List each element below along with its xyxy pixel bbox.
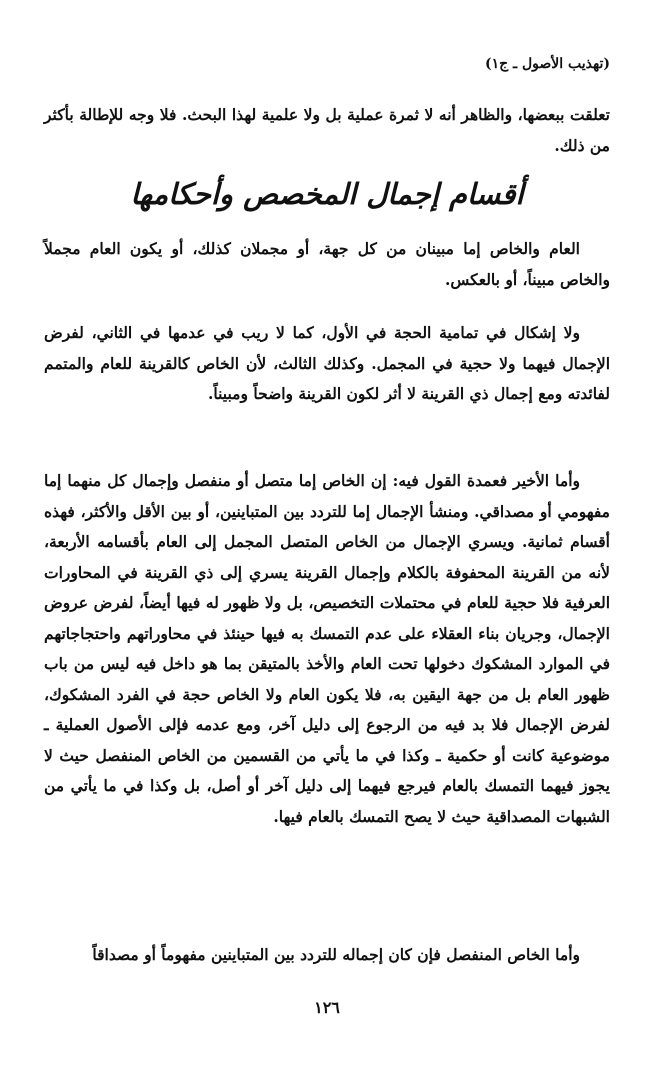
running-head: (تهذيب الأصول ـ ج١) (484, 56, 610, 72)
section-heading: أقسام إجمال المخصص وأحكامها (130, 177, 524, 211)
intro-paragraph: تعلقت ببعضها، والظاهر أنه لا ثمرة عملية بل ولا علمية لهذا البحث. فلا وجه للإطالة بأكثر من ذلك. (44, 105, 610, 155)
book-page (44, 0, 610, 1067)
paragraph-3: وأما الأخير فعمدة القول فيه: إن الخاص إما متصل أو منفصل وإجمال كل منهما إما مفهومي أو مصداقي. ومنشأ الإجمال إما للتردد بين المتباينين، أو بين الأقل والأكثر، فهذه أقسام ثمانية. ويسري الإجمال من الخاص المتصل المجمل إلى العام بأقسامه الأربعة، لأنه من القرينة المحفوفة بالكلام وإجمال القرينة يسري إلى ذي القرينة في المحاورات العرفية فلا حجية للعام في محتملات التخصيص، بل ولا ظهور له فيها أيضاً، لفرض عروض الإجمال، وجريان بناء العقلاء على عدم التمسك به فيها حينئذ في محاوراتهم واحتجاجاتهم في الموارد المشكوك دخولها تحت العام والأخذ بالمتيقن بما هو داخل فيه ليس من باب ظهور العام بل من جهة اليقين به، فلا يكون العام ولا الخاص حجة في الفرد المشكوك، لفرض الإجمال فلا بد فيه من الرجوع إلى دليل آخر، ومع عدمه فإلى الأصول العملية ـ موضوعية كانت أو حكمية ـ وكذا في ما يأتي من القسمين من الخاص المنفصل حيث لا يجوز فيهما التمسك بالعام فيرجع فيهما إلى دليل آخر أو أصل، بل وكذا في ما يأتي من الشبهات المصداقية حيث لا يصح التمسك بالعام فيها. (44, 471, 610, 826)
paragraph-2: ولا إشكال في تمامية الحجة في الأول، كما لا ريب في عدمها في الثاني، لفرض الإجمال فيهما ولا حجية في المجمل. وكذلك الثالث، لأن الخاص كالقرينة للعام والمتمم لفائدته ومع إجمال ذي القرينة لا أثر لكون القرينة واضحاً ومبيناً. (44, 323, 610, 403)
paragraph-1: العام والخاص إما مبينان من كل جهة، أو مجملان كذلك، أو يكون العام مجملاً والخاص مبيناً، أو بالعكس. (44, 239, 610, 289)
page-number: ١٢٦ (314, 998, 340, 1017)
paragraph-4: وأما الخاص المنفصل فإن كان إجماله للتردد بين المتباينين مفهوماً أو مصداقاً (92, 945, 580, 964)
